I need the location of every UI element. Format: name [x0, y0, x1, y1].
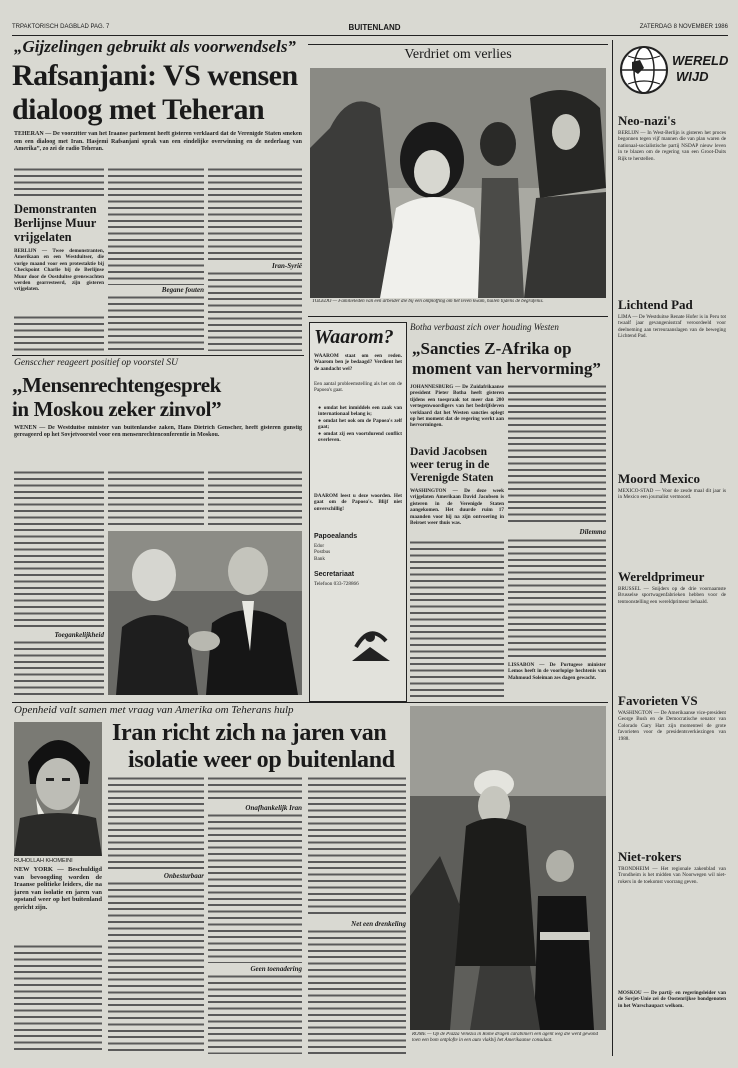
iran-subhead-onbestuurbaar: Onbesturbaar [163, 872, 204, 880]
iran-subhead-onafhankelijk: Onafhankelijk Iran [245, 804, 302, 812]
iran-headline-line-2: isolatie weer op buitenland [128, 747, 395, 773]
header-rule [12, 35, 728, 36]
iran-subhead-toenadering: Geen toenadering [250, 965, 302, 973]
lead-subhead-iran-syria: Iran-Syrië [272, 262, 302, 270]
lead-bottom-rule [12, 355, 304, 356]
genscher-waldheim-image [108, 531, 302, 695]
verdriet-photo [310, 68, 606, 298]
lead-body-col-3b [208, 271, 302, 351]
waarom-question-1: WAAROM staat om een reden. Waarom ben je bedaagd? Verdient het de aandacht wel? [314, 353, 402, 372]
wereld-s2-title: Lichtend Pad [618, 297, 693, 312]
waarom-ad-box [309, 322, 407, 702]
lead-kicker: „Gijzelingen gebruikt als voorwendsels” [14, 37, 296, 56]
page-header [12, 20, 728, 34]
wereld-s4-title: Wereldprimeur [618, 569, 705, 584]
photo-frame-bottom [308, 316, 608, 317]
lisbon-brief: LISSABON — De Portugese minister Lemos heeft in de voorlopige hechtenis van Mahmoud Soleiman zes dagen gewacht. [508, 662, 606, 681]
lead-body-col-1 [14, 167, 104, 199]
iran-body-col-4 [308, 776, 406, 918]
rome-carabinieri-photo [410, 706, 606, 1030]
wereld-logo-word-2: WIJD [676, 69, 709, 84]
jacobsen-body-col-2 [508, 538, 606, 660]
photo-frame-top [308, 44, 608, 45]
rights-body-col-1 [14, 470, 104, 630]
waarom-bullet: ● omdat het ook om de Papoea's zelf gaat; [318, 417, 402, 431]
sidebar-divider [612, 40, 613, 1056]
lead-intro: TEHERAN — De voorzitter van het Iraanse parlement heeft gisteren verklaard dat de Verenigde Staten smeken om een dialoog met Iran. Hasjemi Rafsanjani sprak van een eindelijke overwinning en de nederlaag van Amerika”, zo zei de radio Teheran. [14, 131, 302, 152]
globe-icon [618, 44, 670, 96]
iran-body-col-4b [308, 929, 406, 1054]
wereld-logo-word-1: WERELD [672, 53, 729, 68]
wereld-s5-text: WASHINGTON — De Amerikaanse vice-president George Bush en de Democratische senator van Colorado Gary Hart zijn momenteel de grote favorieten voor de presidentsverkiezingen van 1988. [618, 710, 726, 742]
verdriet-title: Verdriet om verlies [404, 47, 512, 62]
rights-subhead: Toegankelijkheid [54, 631, 104, 639]
funeral-photo [310, 68, 606, 298]
iran-body-col-1 [14, 944, 102, 1054]
rome-photo [410, 706, 606, 1030]
botha-headline-line-1: „Sancties Z-Afrika op [412, 339, 572, 358]
jacobsen-subhead: Dilemma [579, 528, 606, 536]
mid-rule [12, 702, 608, 703]
waarom-secretariaat: Secretariaat [314, 571, 355, 578]
iran-body-col-2b [108, 881, 204, 1054]
genscher-waldheim-photo [108, 531, 302, 695]
waarom-bullets [318, 405, 402, 467]
rome-caption: ROME — Op de Piazza Venezia in Rome dragen carabinieri een agent weg die werd gewond toen een bom ontplofte in een auto vlakbij het Amerikaanse consulaat. [412, 1032, 599, 1043]
rights-headline-line-1: „Mensenrechtengesprek [12, 373, 221, 397]
wereld-s4-text: BRUSSEL — Snijders op de drie voornaamste Brusselse sportwagenfabrieken hebben voor de tentoonstelling een wereldprimeur behaald. [618, 586, 726, 605]
papua-logo-icon [346, 617, 396, 667]
iran-body-col-3b [208, 813, 302, 963]
wereld-s1-title: Neo-nazi's [618, 113, 676, 128]
header-section: BUITENLAND [348, 22, 401, 32]
khomeini-caption: RUHOLLAH KHOMEINI [14, 858, 73, 864]
wereld-s2-text: LIMA — De Westduitse Renate Hofer is in Peru tot twaalf jaar gevangenisstraf veroordeeld voor deelneming aan terreuraanslagen van de beweging Lichtend Pad. [618, 314, 726, 340]
lead-body-col-3 [208, 167, 302, 261]
iran-kicker: Openheid valt samen met vraag van Amerika om Teherans hulp [14, 704, 294, 716]
waarom-secretariaat-address: Telefoon 033-728866 [314, 581, 359, 587]
lead-subhead-fouten: Begane fouten [161, 286, 204, 294]
rights-kicker: Gensccher reageert positief op voorstel SU [14, 358, 179, 368]
wereld-s3-text: MEXICO-STAD — Voor de zesde maal dit jaar is in Mexico een journalist vermoord. [618, 488, 726, 501]
botha-kicker: Botha verbaast zich over houding Westen [410, 322, 559, 332]
lead-headline-line-2: dialoog met Teheran [12, 93, 265, 126]
lead-body-col-2 [108, 167, 204, 285]
iran-subhead-drenkeling: Net een drenkeling [351, 920, 406, 928]
wereld-s6-text: TRONDHEIM — Het regionale zakenblad van Trondheim is het midden van Noorwegen wil niet-rokers in de toekomst voorrang geven. [618, 866, 726, 885]
waarom-cta: DAAROM leest u deze woorden. Het gaat om de Papoea's. Blijf niet onverschillig! [314, 493, 402, 512]
wereld-wijd-logo [618, 44, 729, 96]
waarom-question-2: Een aantal probleemstelling als het om de Papoea's gaat. [314, 381, 402, 394]
botha-intro: JOHANNESBURG — De Zuidafrikaanse president Pieter Botha heeft gisteren tijdens een toespraak tot meer dan 200 vertegenwoordigers van het bedrijfsleven verklaard dat het Westen sancties oplegt op het moment dat de regering werkt aan hervormingen. [410, 384, 504, 429]
jacobsen-body-col-1 [410, 540, 504, 700]
iran-headline-line-1: Iran richt zich na jaren van [112, 720, 387, 746]
botha-body-col-2 [508, 384, 606, 526]
waarom-bullet: ● omdat zij een voortdurend conflict overleven. [318, 430, 402, 444]
wereld-s3-title: Moord Mexico [618, 471, 700, 486]
jacobsen-intro: WASHINGTON — De deze week vrijgelaten Amerikaan David Jacobsen is gisteren in de Verenigde Staten aangekomen. Het duurde ruim 17 maanden voor hij na zijn ontvoering in Beiroet weer thuis was. [410, 488, 504, 527]
header-date: ZATERDAG 8 NOVEMBER 1986 [639, 24, 728, 30]
rights-body-col-1b [14, 640, 104, 696]
verdriet-caption: TOLEDO — Familieleden van een arbeider die bij een ontploffing om het leven kwam, huilen tijdens de begrafenis. [312, 299, 544, 304]
waarom-title: Waarom? [314, 326, 394, 348]
lead-body-col-2b [108, 295, 204, 351]
berlin-body [14, 315, 104, 351]
jacobsen-headline: David Jacobsen weer terug in de Verenigde Staten [410, 446, 494, 484]
waarom-address: Edor Postbus Bank [314, 543, 331, 562]
wereld-s1-text: BERLIJN — In West-Berlijn is gisteren het proces begonnen tegen vijf mannen die van plan waren de nationaal-socialistische partij NSDAP nieuw leven in te blazen om de regering van een Groot-Duits Rijk te herstellen. [618, 130, 726, 162]
rights-headline-line-2: in Moskou zeker zinvol” [12, 397, 222, 421]
khomeini-image [14, 722, 102, 856]
wereld-s5-title: Favorieten VS [618, 693, 698, 708]
waarom-org: Papoealands [314, 533, 358, 540]
header-left: TRPAKTORISCH DAGBLAD PAG. 7 [12, 24, 110, 30]
iran-intro: NEW YORK — Beschuldigd van bevoogding worden de Iraanse politieke leiders, die na jaren van isolatie en jaren van opstand weer op het buitenland gericht zijn. [14, 866, 102, 911]
botha-headline-line-2: moment van hervorming” [412, 359, 601, 378]
waarom-bullet: ● omdat het inmiddels een zaak van internationaal belang is; [318, 405, 402, 418]
rights-body-col-3 [208, 470, 302, 528]
lead-headline-line-1: Rafsanjani: VS wensen [12, 59, 298, 92]
iran-body-col-2 [108, 776, 204, 870]
berlin-headline: Demonstranten Berlijnse Muur vrijgelaten [14, 202, 97, 244]
khomeini-photo [14, 722, 102, 856]
iran-body-col-3c [208, 974, 302, 1054]
moskou-brief: MOSKOU — De partij- en regeringsleider van de Sovjet-Unie zei de Oostenrijkse bondgenoten in het Warschaupact welkom. [618, 990, 726, 1009]
rights-intro: WENEN — De Westduitse minister van buitenlandse zaken, Hans Dietrich Genscher, heeft gisteren gunstig gereageerd op het Sovjetvoorstel voor een mensenrechtenconferentie in Moskou. [14, 425, 302, 439]
wereld-s6-title: Niet-rokers [618, 849, 682, 864]
rights-body-col-2 [108, 470, 204, 528]
berlin-intro: BERLIJN — Twee demonstranten, Amerikaan en een Westduitser, die vorige maand voor een protestaktie bij Checkpoint Charlie bij de Berlijnse Muur door de Oostduitse grenswachten werden gearresteerd, zijn gisteren vrijgelaten. [14, 248, 104, 293]
iran-body-col-3 [208, 776, 302, 802]
